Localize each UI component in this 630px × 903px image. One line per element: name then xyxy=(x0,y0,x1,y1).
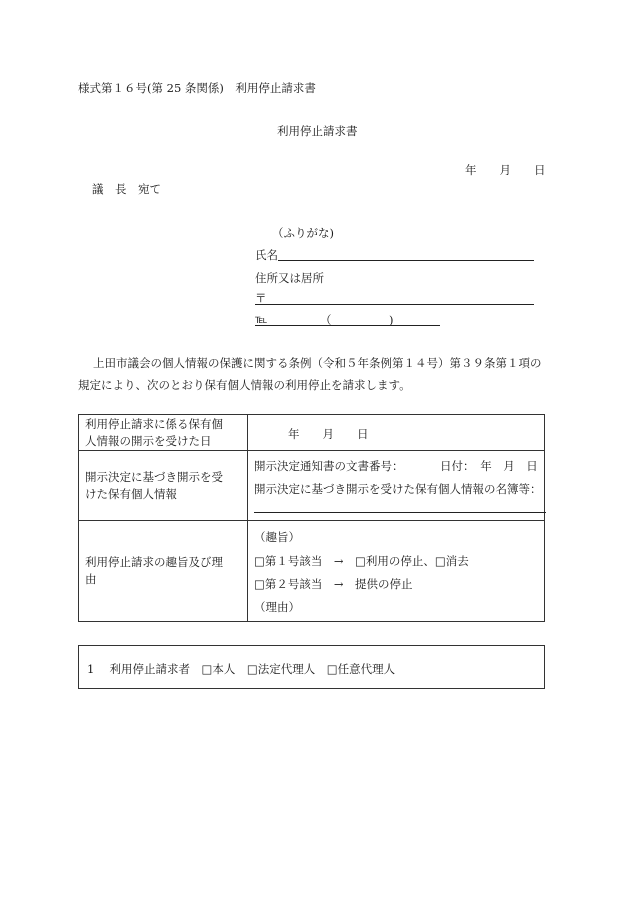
requester-type-options[interactable]: 1 利用停止請求者 □本人 □法定代理人 □任意代理人 xyxy=(87,662,396,676)
reason-heading: （理由） xyxy=(254,600,300,614)
row-label-disclosure-date xyxy=(79,415,248,451)
row-label-purpose-reason xyxy=(79,521,248,622)
disclosure-date-cell[interactable] xyxy=(248,415,545,451)
disclosed-info-cell[interactable] xyxy=(248,451,545,521)
purpose-heading: （趣旨） xyxy=(254,530,300,544)
notice-date-label: 日付： 年 月 日 xyxy=(440,459,538,473)
intro-line-1: 上田市議会の個人情報の保護に関する条例（令和５年条例第１４号）第３９条第１項の xyxy=(93,356,542,370)
option-clause-2[interactable]: □第２号該当 → 提供の停止 xyxy=(254,577,413,591)
row-label-disclosed-info xyxy=(79,451,248,521)
table-row xyxy=(79,451,545,521)
request-table xyxy=(78,414,545,622)
row-label-line: 人情報の開示を受けた日 xyxy=(85,433,212,448)
purpose-reason-cell[interactable] xyxy=(248,521,545,622)
tel-underline[interactable] xyxy=(255,325,440,326)
address-label: 住所又は居所 xyxy=(255,271,324,285)
form-number: 様式第１６号(第 25 条関係) 利用停止請求書 xyxy=(78,81,316,95)
disclosure-date-value: 年 月 日 xyxy=(288,427,369,441)
date-field: 年 月 日 xyxy=(465,163,546,177)
doc-number-label: 開示決定通知書の文書番号： xyxy=(254,459,404,473)
postal-mark: 〒 xyxy=(255,291,267,305)
row-label-line: 利用停止請求の趣旨及び理 xyxy=(85,555,223,569)
addressee: 議 長 宛て xyxy=(92,182,161,196)
tel-label: ℡ xyxy=(255,312,268,326)
row-label-line: 開示決定に基づき開示を受 xyxy=(85,469,223,484)
requester-box xyxy=(78,645,545,689)
row-label-line: けた保有個人情報 xyxy=(85,486,177,501)
row-label-line: 利用停止請求に係る保有個 xyxy=(85,416,223,431)
register-name-label: 開示決定に基づき開示を受けた保有個人情報の名簿等： xyxy=(254,482,542,496)
name-underline[interactable] xyxy=(278,260,534,261)
table-row xyxy=(79,521,545,622)
option-clause-1[interactable]: □第１号該当 → □利用の停止、□消去 xyxy=(254,554,469,568)
address-underline[interactable] xyxy=(255,304,534,305)
row-label-line: 由 xyxy=(85,572,97,586)
furigana-label: （ふりがな) xyxy=(272,226,334,240)
intro-line-2: 規定により、次のとおり保有個人情報の利用停止を請求します。 xyxy=(78,378,411,392)
name-label: 氏名 xyxy=(255,248,278,262)
document-title: 利用停止請求書 xyxy=(277,124,358,138)
tel-paren: （ ) xyxy=(320,313,394,327)
table-row xyxy=(79,415,545,451)
register-name-underline[interactable] xyxy=(254,512,546,513)
